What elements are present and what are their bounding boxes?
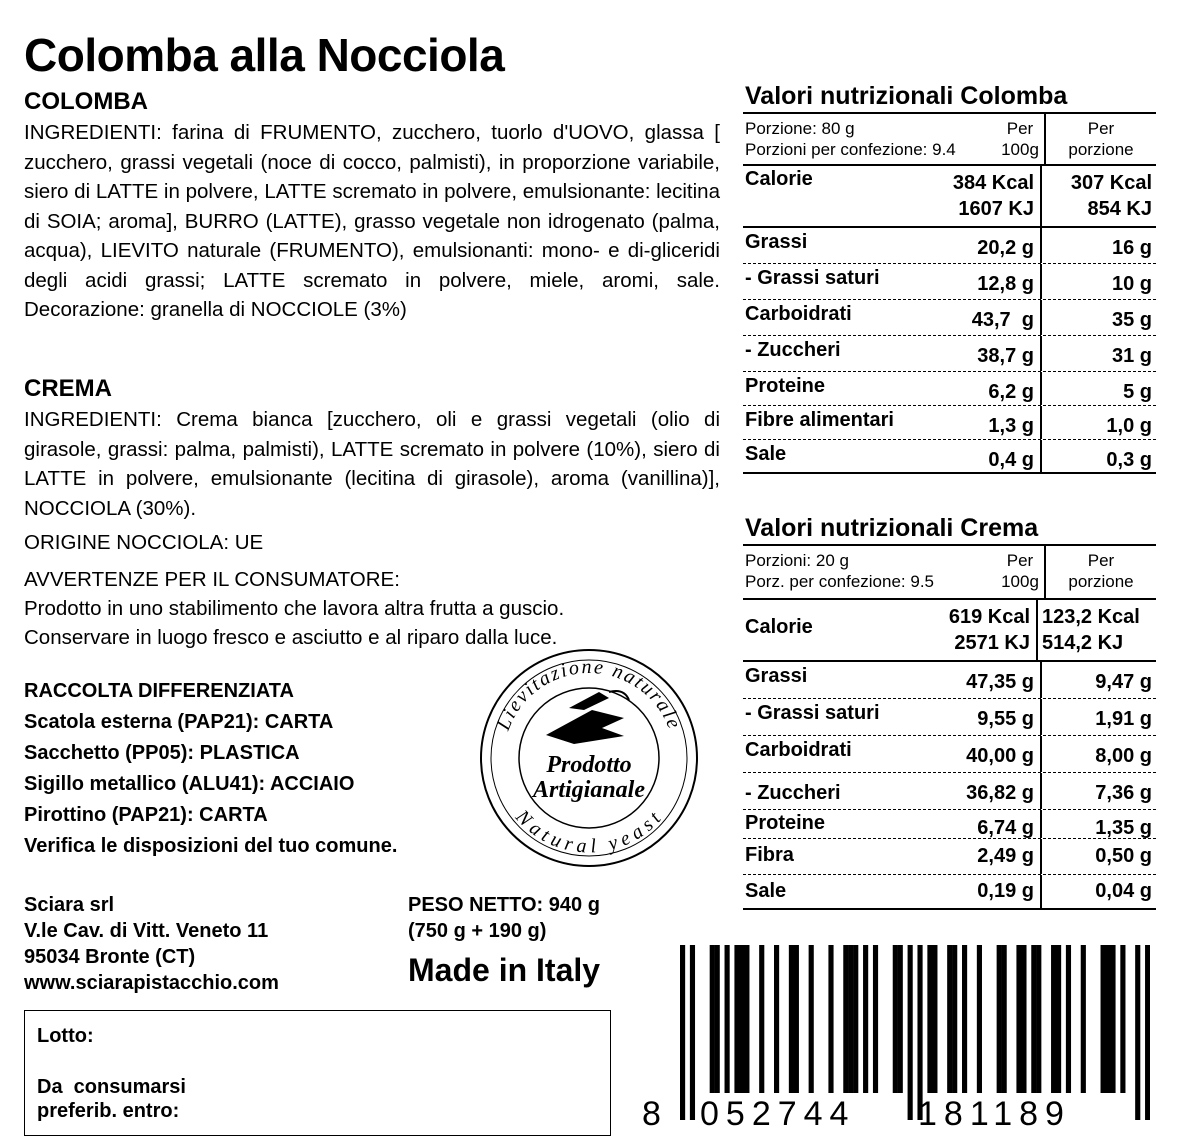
recycling-item: Pirottino (PAP21): CARTA bbox=[24, 804, 268, 826]
barcode-bar bbox=[1016, 945, 1021, 1093]
barcode-bar bbox=[962, 945, 967, 1093]
nutrition-row bbox=[743, 736, 1156, 773]
origin-text: ORIGINE NOCCIOLA: UE bbox=[24, 531, 264, 554]
nutrient-value-portion: 1,0 g bbox=[1040, 406, 1156, 439]
nutrition-table-colomba bbox=[743, 80, 1156, 474]
recycling-item: Scatola esterna (PAP21): CARTA bbox=[24, 711, 334, 733]
nutrition-table-crema bbox=[743, 512, 1156, 910]
nutrient-label: Proteine bbox=[745, 812, 826, 834]
stamp-top-text: Lievitazione naturale bbox=[492, 655, 686, 734]
artisan-stamp bbox=[474, 640, 704, 870]
warnings-line-1: Prodotto in uno stabilimento che lavora altra frutta a guscio. bbox=[24, 597, 565, 620]
nutrition-crema-header bbox=[743, 546, 1156, 600]
nutrient-value-portion: 1,35 g bbox=[1040, 810, 1156, 838]
barcode-bar bbox=[809, 945, 814, 1093]
nutrition-row bbox=[743, 372, 1156, 406]
barcode-digits-left: 052744 bbox=[700, 1095, 856, 1133]
barcode-bar bbox=[744, 945, 749, 1093]
barcode-bar bbox=[977, 945, 982, 1093]
servings-per-pack: Porzioni per confezione: 9.4 bbox=[745, 140, 956, 159]
recycling-block bbox=[24, 676, 397, 862]
nutrient-value-100g: 40,00 g bbox=[966, 745, 1034, 767]
per-100g-header-line-2: 100g bbox=[1001, 140, 1039, 159]
nutrient-value-100g: 6,74 g bbox=[977, 817, 1034, 839]
expiry-label-1: Da consumarsi bbox=[37, 1076, 186, 1098]
barcode-bar bbox=[947, 945, 952, 1093]
nutrient-value-portion: 0,04 g bbox=[1040, 875, 1156, 908]
wheat-icon bbox=[546, 691, 629, 744]
colomba-ingredients: INGREDIENTI: farina di FRUMENTO, zucchero, tuorlo d'UOVO, glassa [ zucchero, grassi vegetali (noce di cocco, palmisti), in proporzione variabile, siero di LATTE in polvere, LATTE scremato in polvere, emulsionante: lecitina di SOIA; aroma], BURRO (LATTE), grasso vegetale non idrogenato (palma, acqua), LIEVITO naturale (FRUMENTO), emulsionanti: mono- e di-gliceridi degli acidi grassi; LATTE scremato in polvere, miele, aromi, sale. Decorazione: granella di NOCCIOLE (3%) bbox=[24, 121, 720, 321]
energy-kj-portion: 854 KJ bbox=[1087, 198, 1152, 220]
nutrition-colomba-title: Valori nutrizionali Colomba bbox=[743, 80, 1156, 114]
barcode-guard-bar bbox=[917, 945, 922, 1120]
recycling-item: Sigillo metallico (ALU41): ACCIAIO bbox=[24, 773, 355, 795]
per-portion-header-line-2: porzione bbox=[1068, 140, 1134, 159]
nutrient-value-portion bbox=[1040, 166, 1156, 226]
barcode-bar bbox=[952, 945, 957, 1093]
barcode-bar bbox=[739, 945, 744, 1093]
nutrient-value-100g: 1,3 g bbox=[988, 415, 1034, 437]
nutrient-label: Calorie bbox=[745, 168, 813, 190]
nutrient-label: Fibre alimentari bbox=[745, 409, 894, 431]
servings-per-pack: Porz. per confezione: 9.5 bbox=[745, 572, 935, 591]
stamp-bottom-text: Natural yeast bbox=[511, 805, 668, 858]
barcode-bar bbox=[848, 945, 853, 1093]
nutrient-label: Sale bbox=[745, 880, 787, 902]
company-city: 95034 Bronte (CT) bbox=[24, 946, 196, 968]
energy-kcal-portion: 307 Kcal bbox=[1070, 172, 1152, 194]
nutrition-row bbox=[743, 699, 1156, 736]
nutrient-value-portion: 10 g bbox=[1040, 264, 1156, 299]
barcode-bar bbox=[1105, 945, 1110, 1093]
per-portion-header-line-1: Per bbox=[1087, 119, 1115, 138]
barcode-bar bbox=[853, 945, 858, 1093]
barcode-bar bbox=[997, 945, 1002, 1093]
barcode-bar bbox=[1081, 945, 1086, 1093]
nutrient-label: Calorie bbox=[745, 616, 813, 638]
nutrient-label: Carboidrati bbox=[745, 303, 852, 325]
nutrition-row bbox=[743, 875, 1156, 910]
nutrient-value-100g bbox=[894, 166, 1040, 226]
nutrition-row bbox=[743, 228, 1156, 264]
nutrition-row bbox=[743, 773, 1156, 810]
barcode-bar bbox=[725, 945, 730, 1093]
nutrient-value-100g: 43,7 g bbox=[971, 309, 1034, 331]
nutrient-label: - Zuccheri bbox=[745, 782, 841, 804]
barcode-bar bbox=[927, 945, 932, 1093]
barcode-bar bbox=[863, 945, 868, 1093]
per-100g-header bbox=[996, 114, 1044, 164]
nutrition-row bbox=[743, 839, 1156, 875]
company-address bbox=[24, 892, 279, 996]
nutrient-label: Grassi bbox=[745, 231, 808, 253]
energy-kcal-portion: 123,2 Kcal bbox=[1042, 606, 1140, 628]
company-name: Sciara srl bbox=[24, 894, 115, 916]
barcode-bar bbox=[715, 945, 720, 1093]
barcode-bar bbox=[873, 945, 878, 1093]
barcode-bar bbox=[1051, 945, 1056, 1093]
nutrition-row-calories bbox=[743, 600, 1156, 662]
barcode-bar bbox=[774, 945, 779, 1093]
barcode-guard-bar bbox=[908, 945, 913, 1120]
nutrient-value-100g: 38,7 g bbox=[977, 345, 1034, 367]
nutrient-value-portion: 0,3 g bbox=[1040, 440, 1156, 472]
nutrient-value-100g: 20,2 g bbox=[977, 237, 1034, 259]
nutrient-label: - Grassi saturi bbox=[745, 702, 880, 724]
nutrition-row bbox=[743, 336, 1156, 372]
nutrition-row bbox=[743, 662, 1156, 699]
barcode-bar bbox=[1036, 945, 1041, 1093]
recycling-note: Verifica le disposizioni del tuo comune. bbox=[24, 835, 398, 857]
barcode-guard-bar bbox=[1135, 945, 1140, 1120]
barcode-digits-right: 181189 bbox=[918, 1095, 1071, 1133]
net-weight-line-1: PESO NETTO: 940 g bbox=[408, 894, 600, 916]
barcode-bar bbox=[1110, 945, 1115, 1093]
nutrient-label: Carboidrati bbox=[745, 739, 852, 761]
nutrition-row bbox=[743, 264, 1156, 300]
nutrient-value-portion: 16 g bbox=[1040, 228, 1156, 263]
barcode-digit-first: 8 bbox=[642, 1095, 668, 1133]
nutrient-value-portion: 8,00 g bbox=[1040, 736, 1156, 772]
nutrient-label: Proteine bbox=[745, 375, 826, 397]
company-street: V.le Cav. di Vitt. Veneto 11 bbox=[24, 920, 269, 942]
nutrition-crema-title: Valori nutrizionali Crema bbox=[743, 512, 1156, 546]
nutrient-value-portion: 5 g bbox=[1040, 372, 1156, 405]
serving-size: Porzioni: 20 g bbox=[745, 551, 849, 570]
barcode-guard-bar bbox=[690, 945, 695, 1120]
per-100g-header-line-2: 100g bbox=[1001, 572, 1039, 591]
net-weight-line-2: (750 g + 190 g) bbox=[408, 920, 547, 942]
barcode bbox=[680, 945, 1150, 1120]
nutrient-label: - Grassi saturi bbox=[745, 267, 880, 289]
barcode-bar bbox=[898, 945, 903, 1093]
barcode-bar bbox=[1066, 945, 1071, 1093]
energy-kj-100g: 2571 KJ bbox=[954, 632, 1030, 654]
colomba-heading: COLOMBA bbox=[24, 88, 148, 115]
barcode-bar bbox=[1120, 945, 1125, 1093]
per-100g-header-line-1: Per bbox=[1006, 119, 1034, 138]
barcode-bar bbox=[893, 945, 898, 1093]
nutrient-value-portion bbox=[1036, 600, 1156, 660]
nutrient-label: Sale bbox=[745, 443, 787, 465]
energy-kj-100g: 1607 KJ bbox=[958, 198, 1034, 220]
per-portion-header-line-1: Per bbox=[1087, 551, 1115, 570]
barcode-bar bbox=[1021, 945, 1026, 1093]
company-website: www.sciarapistacchio.com bbox=[24, 972, 279, 994]
nutrient-label: Grassi bbox=[745, 665, 808, 687]
nutrient-value-100g: 12,8 g bbox=[977, 273, 1034, 295]
nutrient-value-100g bbox=[890, 600, 1036, 660]
nutrition-colomba-header bbox=[743, 114, 1156, 166]
nutrition-row bbox=[743, 406, 1156, 440]
page-title: Colomba alla Nocciola bbox=[24, 29, 505, 81]
nutrient-label: - Zuccheri bbox=[745, 339, 841, 361]
barcode-guard-bar bbox=[1145, 945, 1150, 1120]
barcode-bar bbox=[843, 945, 848, 1093]
barcode-bar bbox=[1101, 945, 1106, 1093]
stamp-center-line-1: Prodotto bbox=[546, 752, 632, 778]
per-100g-header bbox=[996, 546, 1044, 598]
barcode-bar bbox=[828, 945, 833, 1093]
nutrition-row bbox=[743, 440, 1156, 474]
lot-label: Lotto: bbox=[37, 1025, 94, 1047]
serving-info bbox=[743, 546, 996, 598]
per-portion-header-line-2: porzione bbox=[1068, 572, 1134, 591]
recycling-item: Sacchetto (PP05): PLASTICA bbox=[24, 742, 300, 764]
crema-ingredients: INGREDIENTI: Crema bianca [zucchero, oli e grassi vegetali (olio di girasole, grassi: palma, palmisti), LATTE scremato in polvere (10%), siero di LATTE in polvere, emulsionante (lecitina di girasole), aroma (vanillina)], NOCCIOLA (30%). bbox=[24, 408, 720, 520]
barcode-bar bbox=[789, 945, 794, 1093]
barcode-bar bbox=[932, 945, 937, 1093]
barcode-bar bbox=[1002, 945, 1007, 1093]
expiry-label-2: preferib. entro: bbox=[37, 1100, 180, 1122]
warnings-heading: AVVERTENZE PER IL CONSUMATORE: bbox=[24, 568, 400, 591]
net-weight bbox=[408, 892, 600, 944]
nutrient-label: Fibra bbox=[745, 844, 794, 866]
per-portion-header bbox=[1044, 114, 1156, 164]
nutrient-value-100g: 9,55 g bbox=[977, 708, 1034, 730]
barcode-guard-bar bbox=[680, 945, 685, 1120]
energy-kcal-100g: 384 Kcal bbox=[952, 172, 1034, 194]
made-in-italy: Made in Italy bbox=[408, 952, 601, 988]
warnings-line-2: Conservare in luogo fresco e asciutto e al riparo dalla luce. bbox=[24, 626, 558, 649]
serving-size: Porzione: 80 g bbox=[745, 119, 855, 138]
barcode-bar bbox=[1056, 945, 1061, 1093]
per-portion-header bbox=[1044, 546, 1156, 598]
nutrient-value-portion: 35 g bbox=[1040, 300, 1156, 335]
barcode-bar bbox=[710, 945, 715, 1093]
lot-box bbox=[24, 1010, 611, 1136]
crema-heading: CREMA bbox=[24, 375, 112, 402]
stamp-center-line-2: Artigianale bbox=[532, 777, 646, 803]
nutrition-row bbox=[743, 810, 1156, 839]
nutrient-value-portion: 9,47 g bbox=[1040, 662, 1156, 698]
nutrient-value-portion: 1,91 g bbox=[1040, 699, 1156, 735]
recycling-heading: RACCOLTA DIFFERENZIATA bbox=[24, 680, 294, 702]
nutrient-value-portion: 0,50 g bbox=[1040, 839, 1156, 874]
nutrient-value-100g: 2,49 g bbox=[977, 845, 1034, 867]
barcode-bar bbox=[734, 945, 739, 1093]
nutrition-row bbox=[743, 300, 1156, 336]
nutrient-value-portion: 7,36 g bbox=[1040, 773, 1156, 809]
per-100g-header-line-1: Per bbox=[1006, 551, 1034, 570]
nutrient-value-portion: 31 g bbox=[1040, 336, 1156, 371]
nutrient-value-100g: 47,35 g bbox=[966, 671, 1034, 693]
nutrient-value-100g: 36,82 g bbox=[966, 782, 1034, 804]
barcode-bar bbox=[759, 945, 764, 1093]
energy-kcal-100g: 619 Kcal bbox=[948, 606, 1030, 628]
nutrient-value-100g: 0,19 g bbox=[977, 880, 1034, 902]
barcode-bar bbox=[794, 945, 799, 1093]
nutrition-row-calories bbox=[743, 166, 1156, 228]
energy-kj-portion: 514,2 KJ bbox=[1042, 632, 1124, 654]
nutrient-value-100g: 6,2 g bbox=[988, 381, 1034, 403]
barcode-bar bbox=[1031, 945, 1036, 1093]
serving-info bbox=[743, 114, 996, 164]
nutrient-value-100g: 0,4 g bbox=[988, 449, 1034, 471]
